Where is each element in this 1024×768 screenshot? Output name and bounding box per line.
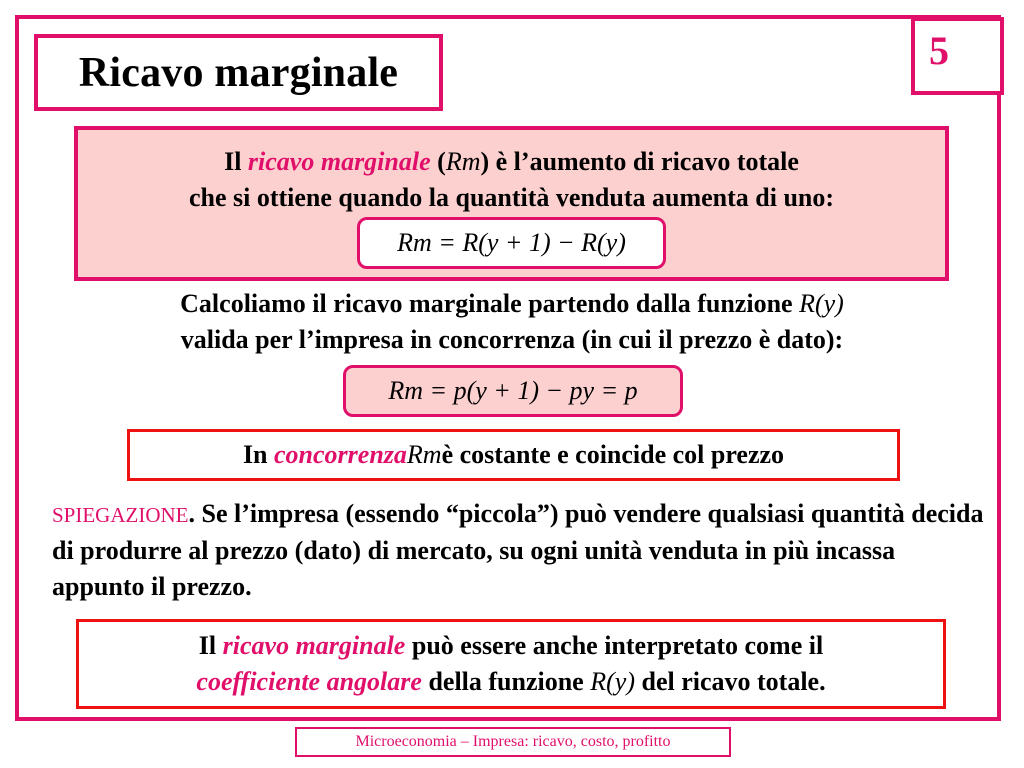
- calculation-text: Calcoliamo il ricavo marginale partendo dalla funzione: [180, 289, 800, 318]
- competition-term: concorrenza: [274, 440, 407, 469]
- definition-suffix: ) è l’aumento di ricavo totale: [480, 147, 799, 176]
- definition-line-1: [78, 146, 945, 178]
- footer-text: Microeconomia – Impresa: ricavo, costo, profitto: [355, 733, 671, 750]
- slide-title: Ricavo marginale: [78, 49, 399, 96]
- interpretation-term: ricavo marginale: [222, 631, 406, 660]
- definition-term: ricavo marginale: [247, 147, 431, 176]
- formula-text: Rm = R(y + 1) − R(y): [397, 228, 626, 257]
- explanation-label: SPIEGAZIONE: [52, 503, 189, 527]
- footer-box: [295, 727, 731, 757]
- interpretation-prefix: Il: [198, 631, 223, 660]
- definition-symbol: Rm: [445, 147, 481, 176]
- competition-box: [127, 429, 900, 481]
- slope-term: coefficiente angolare: [196, 667, 422, 696]
- slide-number: 5: [929, 28, 949, 73]
- explanation-paragraph: [52, 496, 987, 605]
- interpretation-box: [76, 619, 946, 709]
- slide-number-box: [911, 17, 1004, 95]
- explanation-text: . Se l’impresa (essendo “piccola”) può vendere qualsiasi quantità decida di produrre al prezzo (dato) di mercato, su ogni unità venduta in più incassa appunto il prezzo.: [52, 499, 984, 601]
- definition-paren: (: [430, 147, 446, 176]
- interpretation-middle: della funzione: [421, 667, 591, 696]
- calculation-line-1: [0, 288, 1024, 320]
- competition-formula: [343, 365, 683, 417]
- interpretation-function: R(y): [590, 667, 635, 696]
- definition-prefix: Il: [224, 147, 248, 176]
- interpretation-line-2: [79, 666, 943, 698]
- interpretation-line-1: [79, 630, 943, 662]
- competition-formula-text: Rm = p(y + 1) − py = p: [388, 376, 638, 405]
- competition-suffix: è costante e coincide col prezzo: [441, 440, 785, 469]
- title-box: [34, 34, 443, 111]
- interpretation-suffix: può essere anche interpretato come il: [405, 631, 824, 660]
- competition-prefix: In: [242, 440, 268, 469]
- competition-symbol: Rm: [406, 440, 442, 469]
- calculation-function: R(y): [799, 289, 844, 318]
- definition-line-2: che si ottiene quando la quantità venduta aumenta di uno:: [188, 183, 835, 212]
- interpretation-end: del ricavo totale.: [634, 667, 826, 696]
- marginal-revenue-formula: [357, 217, 666, 269]
- calculation-line-2: valida per l’impresa in concorrenza (in cui il prezzo è dato):: [180, 325, 844, 354]
